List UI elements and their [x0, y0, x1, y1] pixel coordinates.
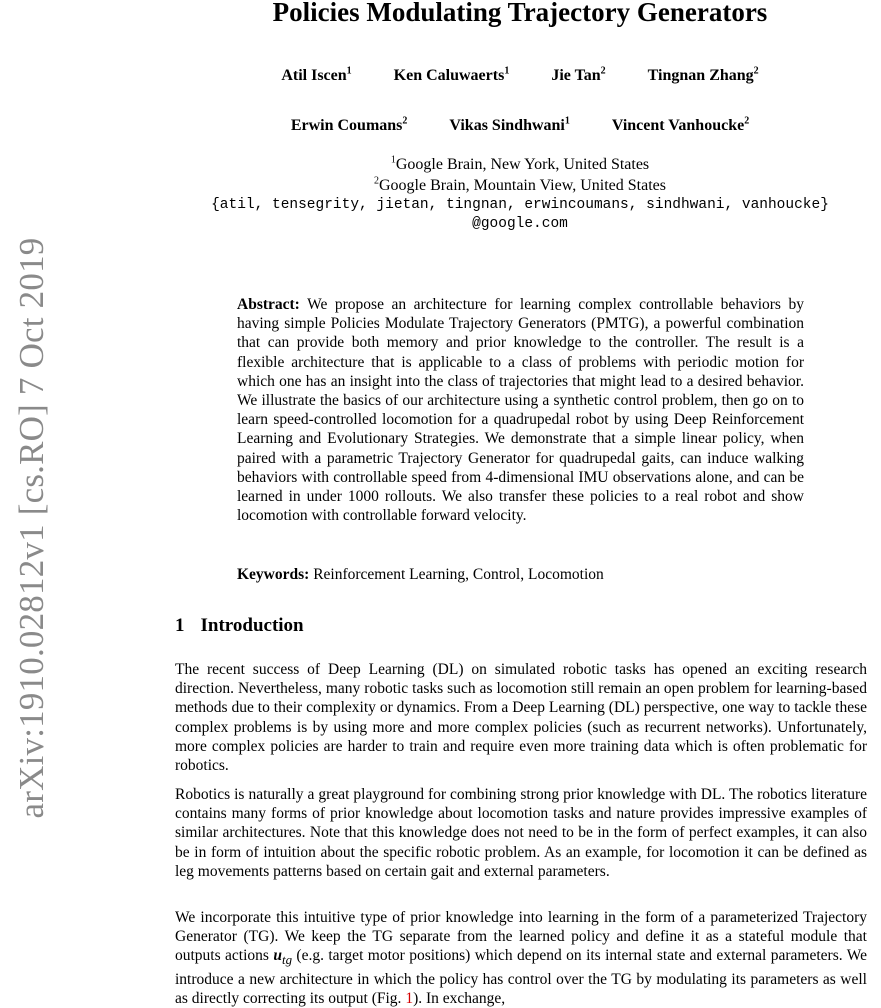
author: Atil Iscen$^1$: [281, 65, 352, 84]
affiliation: $^1$Google Brain, New York, United States: [390, 154, 650, 173]
abstract-label: Abstract:: [237, 296, 300, 313]
math-u-tg: $u_{tg}$: [273, 947, 293, 968]
authors-row-2: [0, 116, 881, 136]
author: Vincent Vanhoucke$^2$: [611, 115, 750, 134]
intro-paragraph-3: We incorporate this intuitive type of prior knowledge into learning in the form of a parameterized Trajectory Generator (TG). We keep the TG separate from the learned policy and define it as a stateful module that outputs actions $u_{tg}$ (e.g. target motor positions) which depend on its internal state and external parameters. We introduce a new architecture in which the policy has control over the TG by modulating its parameters as well as directly correcting its output (Fig. 1). In exchange,: [175, 909, 867, 1007]
figure-ref-link[interactable]: 1: [405, 989, 414, 1007]
arxiv-id: arXiv:1910.02812v1 [cs.RO] 7 Oct 2019: [12, 237, 51, 819]
author: Tingnan Zhang$^2$: [647, 65, 759, 84]
arxiv-sidebar-stamp: [0, 0, 60, 1000]
email-domain: @google.com: [472, 216, 568, 232]
abstract: [237, 295, 804, 525]
author: Vikas Sindhwani$^1$: [449, 115, 570, 134]
abstract-text: We propose an architecture for learning complex controllable behaviors by having simple Policies Modulate Trajectory Generators (PMTG), a powerful combination that can provide both memory and prior knowledge to the controller. The result is a flexible architecture that is applicable to a class of problems with periodic motion for which one has an insight into the class of trajectories that might lead to a desired behavior. We illustrate the basics of our architecture using a synthetic control problem, then go on to learn speed-controlled locomotion for a quadrupedal robot by using Deep Reinforcement Learning and Evolutionary Strategies. We demonstrate that a simple linear policy, when paired with a parametric Trajectory Generator for quadrupedal gaits, can induce walking behaviors with controllable speed from 4-dimensional IMU observations alone, and can be learned in under 1000 rollouts. We also transfer these policies to a real robot and show locomotion with controllable forward velocity.: [237, 296, 804, 525]
author: Jie Tan$^2$: [551, 65, 606, 84]
authors-row-1: [0, 66, 881, 86]
author: Erwin Coumans$^2$: [290, 115, 408, 134]
affiliation: $^2$Google Brain, Mountain View, United States: [374, 175, 666, 194]
section-title: Introduction: [200, 615, 304, 636]
keywords-label: Keywords:: [237, 566, 310, 583]
keywords: [237, 565, 804, 584]
intro-paragraph-2: Robotics is naturally a great playground for combining strong prior knowledge with DL. The robotics literature contains many forms of prior knowledge about locomotion tasks and nature provides impressive examples of similar architectures. Note that this knowledge does not need to be in the form of perfect examples, it can also be in form of intuition about the specific robotic problem. As an example, for locomotion it can be defined as leg movements patterns based on certain gait and external parameters.: [175, 786, 867, 880]
section-number: 1: [175, 615, 185, 636]
keywords-text: Reinforcement Learning, Control, Locomotion: [313, 566, 604, 583]
paper-title: Policies Modulating Trajectory Generators: [272, 0, 768, 27]
intro-paragraph-1: The recent success of Deep Learning (DL) on simulated robotic tasks has opened an exciting research direction. Nevertheless, many robotic tasks such as locomotion still remain an open problem for learning-based methods due to their complexity or dynamics. From a Deep Learning (DL) perspective, one way to tackle these complex problems is by using more and more complex policies (such as recurrent networks). Unfortunately, more complex policies are harder to train and require even more training data which is often problematic for robotics.: [175, 661, 867, 775]
email-list: {atil, tensegrity, jietan, tingnan, erwincoumans, sindhwani, vanhoucke}: [211, 197, 829, 213]
section-heading-introduction: [175, 614, 304, 638]
author: Ken Caluwaerts$^1$: [393, 65, 510, 84]
